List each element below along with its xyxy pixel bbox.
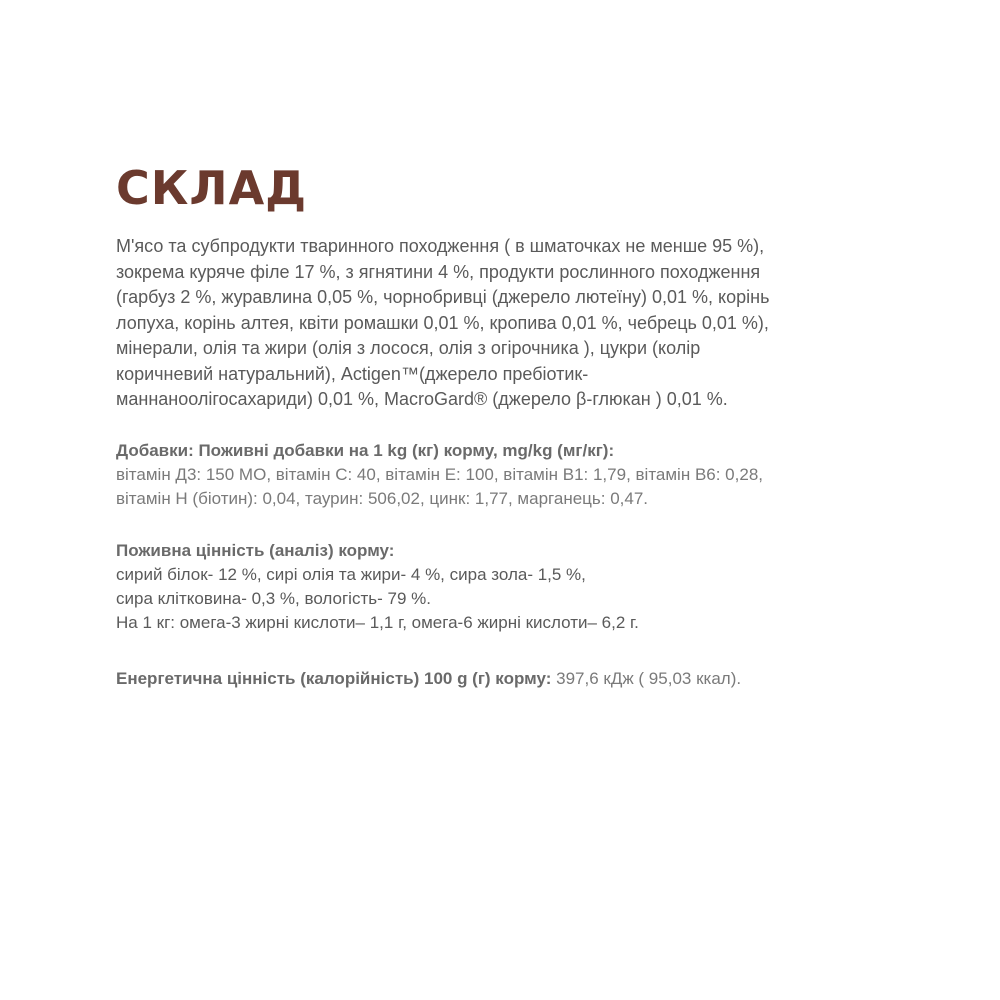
energy-section bbox=[116, 667, 956, 691]
energy-heading: Енергетична цінність (калорійність) 100 g (г) корму: bbox=[116, 668, 552, 688]
nutrition-heading: Поживна цінність (аналіз) корму: bbox=[116, 540, 395, 560]
nutrition-line-3: На 1 кг: омега-3 жирні кислоти– 1,1 г, омега-6 жирні кислоти– 6,2 г. bbox=[116, 612, 639, 632]
nutrition-line-2: сира клітковина- 0,3 %, вологість- 79 %. bbox=[116, 588, 431, 608]
page-title: СКЛАД bbox=[116, 161, 308, 215]
composition-line-6: коричневий натуральний), Actigen™(джерело пребіотик- bbox=[116, 363, 589, 384]
composition-section bbox=[116, 234, 956, 413]
energy-line bbox=[116, 667, 956, 691]
additives-heading: Добавки: Поживні добавки на 1 kg (кг) корму, mg/kg (мг/кг): bbox=[116, 440, 615, 460]
nutrition-line-1: сирий білок- 12 %, сирі олія та жири- 4 %, сира зола- 1,5 %, bbox=[116, 564, 586, 584]
composition-line-1: М'ясо та субпродукти тваринного походження ( в шматочках не менше 95 %), bbox=[116, 236, 765, 256]
composition-line-4: лопуха, корінь алтея, квіти ромашки 0,01 %, кропива 0,01 %, чебрець 0,01 %), bbox=[116, 312, 769, 333]
energy-value: 397,6 кДж ( 95,03 ккал). bbox=[551, 668, 742, 688]
additives-line-2: вітамін Н (біотин): 0,04, таурин: 506,02, цинк: 1,77, марганець: 0,47. bbox=[116, 488, 649, 508]
composition-line-5: мінерали, олія та жири (олія з лосося, олія з огірочника ), цукри (колір bbox=[116, 338, 701, 358]
composition-line-3: (гарбуз 2 %, журавлина 0,05 %, чорнобривці (джерело лютеїну) 0,01 %, корінь bbox=[116, 287, 770, 307]
additives-line-1: вітамін Д3: 150 МО, вітамін С: 40, вітамін Е: 100, вітамін В1: 1,79, вітамін В6: 0,28, bbox=[116, 464, 763, 484]
composition-line-7: маннаноолігосахариди) 0,01 %, MacroGard® (джерело β-глюкан ) 0,01 %. bbox=[116, 389, 728, 409]
composition-page bbox=[116, 158, 956, 691]
nutrition-section bbox=[116, 539, 956, 635]
additives-section bbox=[116, 439, 956, 511]
composition-line-2: зокрема куряче філе 17 %, з ягнятини 4 %, продукти рослинного походження bbox=[116, 261, 761, 282]
